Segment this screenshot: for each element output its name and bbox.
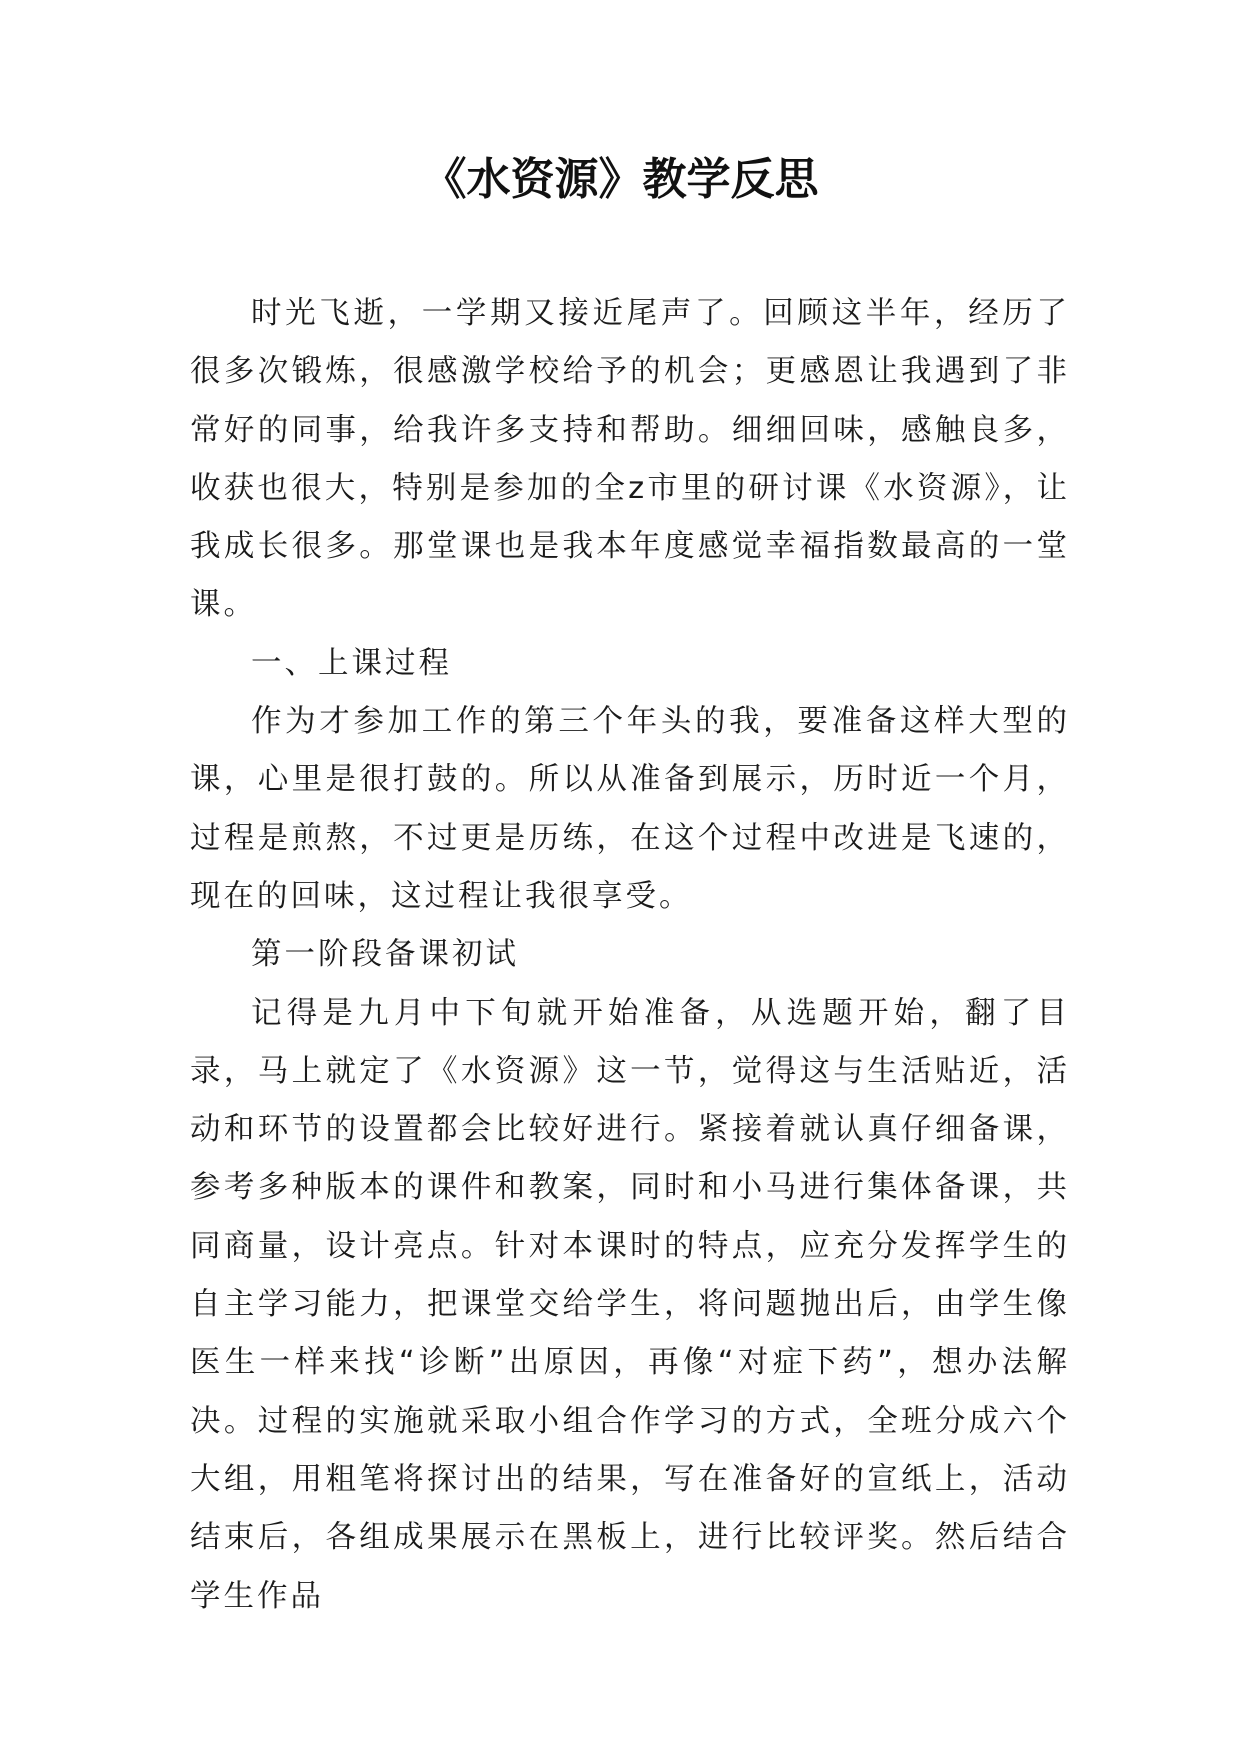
paragraph-preparation: 作为才参加工作的第三个年头的我，要准备这样大型的课，心里是很打鼓的。所以从准备到展示，历时近一个月，过程是煎熬，不过更是历练，在这个过程中改进是飞速的，现在的回味，这过程让我很享受。 [190,704,1070,914]
section-heading-stage-one: 第一阶段备课初试 [251,937,519,973]
document-title: 《水资源》教学反思 [422,154,819,205]
paragraph-intro: 时光飞逝，一学期又接近尾声了。回顾这半年，经历了很多次锻炼，很感激学校给予的机会；更感恩让我遇到了非常好的同事，给我许多支持和帮助。细细回味，感触良多，收获也很大，特别是参加的全z市里的研讨课《水资源》，让我成长很多。那堂课也是我本年度感觉幸福指数最高的一堂课。 [190,296,1070,623]
paragraph-stage-one: 记得是九月中下旬就开始准备，从选题开始，翻了目录，马上就定了《水资源》这一节，觉得这与生活贴近，活动和环节的设置都会比较好进行。紧接着就认真仔细备课，参考多种版本的课件和教案，同时和小马进行集体备课，共同商量，设计亮点。针对本课时的特点，应充分发挥学生的自主学习能力，把课堂交给学生，将问题抛出后，由学生像医生一样来找“诊断”出原因，再像“对症下药”，想办法解决。过程的实施就采取小组合作学习的方式，全班分成六个大组，用粗笔将探讨出的结果，写在准备好的宣纸上，活动结束后，各组成果展示在黑板上，进行比较评奖。然后结合学生作品 [190,995,1070,1614]
section-heading-class-process: 一、上课过程 [251,645,452,681]
document-body [190,285,1070,1626]
